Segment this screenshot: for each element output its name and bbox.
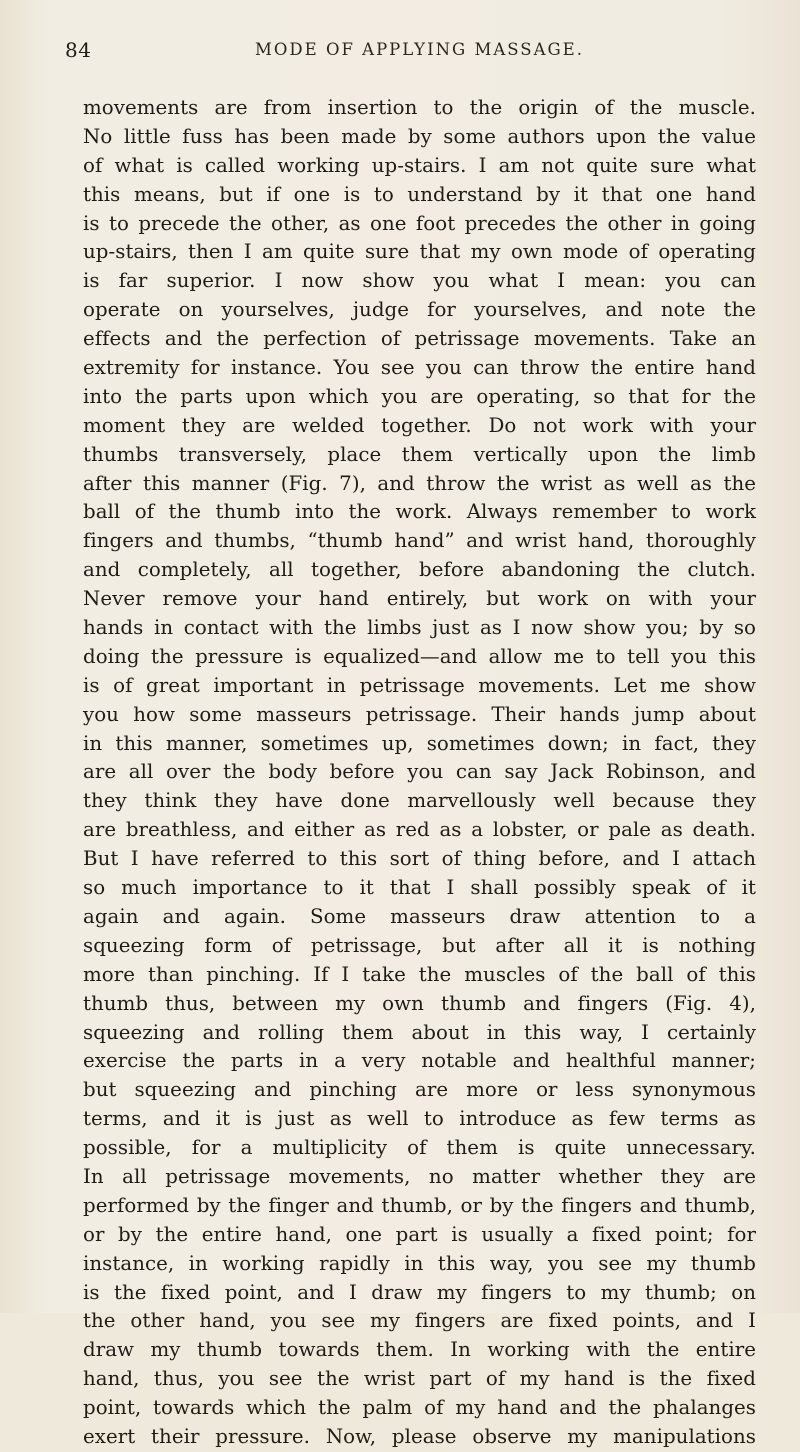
text-line: up-stairs, then I am quite sure that my own mode of operating <box>83 240 756 264</box>
text-line: is the fixed point, and I draw my fingers to my thumb; on <box>83 1280 756 1304</box>
text-line: operate on yourselves, judge for yourselves, and note the <box>83 298 756 322</box>
text-line: again and again. Some masseurs draw attention to a <box>83 904 756 928</box>
text-line: ball of the thumb into the work. Always remember to work <box>83 500 756 524</box>
text-line: thumb thus, between my own thumb and fingers (Fig. 4), <box>83 991 756 1015</box>
text-line: effects and the perfection of petrissage movements. Take an <box>83 327 756 351</box>
text-line: No little fuss has been made by some authors upon the value <box>83 124 756 148</box>
text-line: of what is called working up-stairs. I am not quite sure what <box>83 153 756 177</box>
text-line: But I have referred to this sort of thing before, and I attach <box>83 847 756 871</box>
running-title: MODE OF APPLYING MASSAGE. <box>255 40 584 59</box>
text-line: Never remove your hand entirely, but work on with your <box>83 587 756 611</box>
text-line: are all over the body before you can say Jack Robinson, and <box>83 760 756 784</box>
text-line: squeezing and rolling them about in this way, I certainly <box>83 1020 756 1044</box>
text-line: draw my thumb towards them. In working with the entire <box>83 1338 756 1362</box>
text-line: movements are from insertion to the origin of the muscle. <box>83 96 756 119</box>
text-line: fingers and thumbs, “thumb hand” and wrist hand, thoroughly <box>83 529 756 553</box>
text-line: they think they have done marvellously well because they <box>83 789 756 813</box>
text-line: into the parts upon which you are operating, so that for the <box>83 384 756 408</box>
running-head <box>65 38 756 94</box>
text-line: but squeezing and pinching are more or less synonymous <box>83 1078 756 1102</box>
text-line: you how some masseurs petrissage. Their hands jump about <box>83 702 756 726</box>
text-line: are breathless, and either as red as a lobster, or pale as death. <box>83 818 756 842</box>
text-line: exercise the parts in a very notable and healthful manner; <box>83 1049 756 1073</box>
text-line: possible, for a multiplicity of them is quite unnecessary. <box>83 1136 756 1160</box>
text-line: moment they are welded together. Do not work with your <box>83 413 756 437</box>
body-paragraph <box>83 94 756 1452</box>
text-line: In all petrissage movements, no matter whether they are <box>83 1164 756 1188</box>
text-line: is of great important in petrissage movements. Let me show <box>83 673 756 697</box>
text-line: instance, in working rapidly in this way, you see my thumb <box>83 1251 756 1275</box>
text-line: hand, thus, you see the wrist part of my hand is the fixed <box>83 1367 756 1391</box>
text-line: extremity for instance. You see you can throw the entire hand <box>83 356 756 380</box>
text-line: in this manner, sometimes up, sometimes down; in fact, they <box>83 731 756 755</box>
text-line: this means, but if one is to understand by it that one hand <box>83 182 756 206</box>
text-line: thumbs transversely, place them vertically upon the limb <box>83 442 756 466</box>
text-line: or by the entire hand, one part is usually a fixed point; for <box>83 1222 756 1246</box>
text-line: terms, and it is just as well to introduce as few terms as <box>83 1107 756 1131</box>
text-line: squeezing form of petrissage, but after all it is nothing <box>83 933 756 957</box>
text-line: after this manner (Fig. 7), and throw the wrist as well as the <box>83 471 756 495</box>
text-line: performed by the finger and thumb, or by the fingers and thumb, <box>83 1193 756 1217</box>
text-line: point, towards which the palm of my hand and the phalanges <box>83 1396 756 1420</box>
text-line: is to precede the other, as one foot precedes the other in going <box>83 211 756 235</box>
text-line: and completely, all together, before abandoning the clutch. <box>83 558 756 582</box>
text-line: the other hand, you see my fingers are fixed points, and I <box>83 1309 756 1333</box>
page-number: 84 <box>65 38 92 62</box>
text-line: exert their pressure. Now, please observe my manipulations <box>83 1424 756 1448</box>
text-line: hands in contact with the limbs just as I now show you; by so <box>83 616 756 640</box>
text-line: so much importance to it that I shall possibly speak of it <box>83 876 756 900</box>
text-line: is far superior. I now show you what I mean: you can <box>83 269 756 293</box>
text-line: more than pinching. If I take the muscles of the ball of this <box>83 962 756 986</box>
text-line: doing the pressure is equalized—and allow me to tell you this <box>83 644 756 668</box>
